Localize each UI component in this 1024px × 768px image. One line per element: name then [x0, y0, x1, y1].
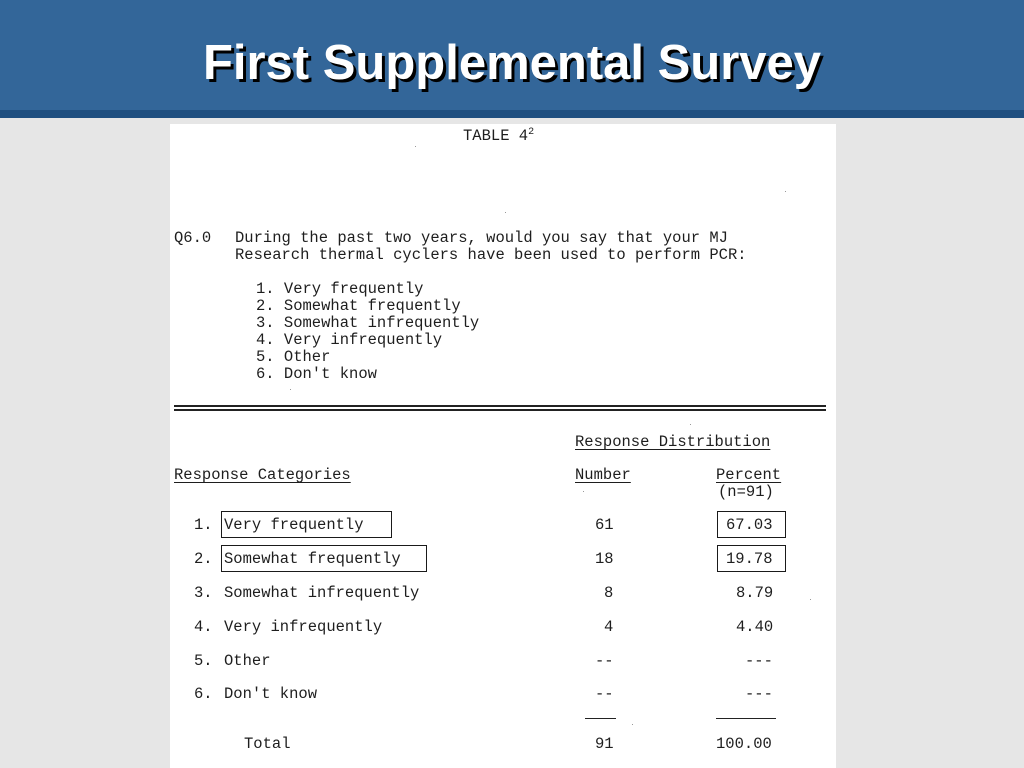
row-category: Don't know [224, 685, 318, 703]
row-category: Very frequently [224, 516, 364, 534]
row-percent: 67.03 [726, 516, 773, 534]
row-percent: 8.79 [736, 584, 774, 602]
header-number: Number [575, 466, 631, 484]
highlight-box [717, 511, 786, 538]
row-count: 18 [595, 550, 614, 568]
slide-title: First Supplemental Survey [202, 36, 822, 90]
row-count: 61 [595, 516, 614, 534]
question-number: Q6.0 [174, 229, 212, 247]
row-number-label: 6. [194, 685, 213, 703]
row-category: Very infrequently [224, 618, 383, 636]
highlight-box [221, 511, 392, 538]
row-number-label: 1. [194, 516, 213, 534]
header-sample-size: (n=91) [718, 483, 774, 501]
scan-speck [785, 191, 786, 192]
row-count: -- [595, 652, 614, 670]
header-response-distribution: Response Distribution [575, 433, 771, 451]
total-percent: 100.00 [716, 735, 772, 753]
sum-rule-number [585, 718, 616, 719]
header-percent: Percent [716, 466, 782, 484]
title-bar [0, 0, 1024, 118]
option-item: 2. Somewhat frequently [256, 297, 461, 315]
row-category: Somewhat frequently [224, 550, 401, 568]
row-number-label: 5. [194, 652, 213, 670]
header-response-categories: Response Categories [174, 466, 351, 484]
divider-rule-top [174, 405, 826, 407]
row-count: 4 [604, 618, 614, 636]
option-item: 3. Somewhat infrequently [256, 314, 480, 332]
question-line-1: During the past two years, would you say that your MJ [235, 229, 728, 247]
row-category: Somewhat infrequently [224, 584, 420, 602]
row-count: -- [595, 685, 614, 703]
total-label: Total [244, 735, 291, 753]
table-label-superscript: 2 [528, 127, 535, 138]
row-number-label: 4. [194, 618, 213, 636]
option-item: 1. Very frequently [256, 280, 424, 298]
row-percent: 19.78 [726, 550, 773, 568]
row-percent: 4.40 [736, 618, 774, 636]
scan-speck [290, 389, 291, 390]
option-item: 5. Other [256, 348, 331, 366]
table-label [463, 127, 534, 148]
row-category: Other [224, 652, 271, 670]
highlight-box [717, 545, 786, 572]
sum-rule-percent [716, 718, 776, 719]
row-percent: --- [745, 652, 773, 670]
scan-speck [690, 424, 691, 425]
scanned-document [170, 124, 836, 768]
row-percent: --- [745, 685, 773, 703]
row-number-label: 2. [194, 550, 213, 568]
divider-rule-bottom [174, 409, 826, 411]
row-number-label: 3. [194, 584, 213, 602]
option-item: 6. Don't know [256, 365, 377, 383]
scan-speck [505, 212, 506, 213]
row-count: 8 [604, 584, 614, 602]
scan-speck [810, 599, 811, 600]
scan-speck [583, 491, 584, 492]
total-count: 91 [595, 735, 614, 753]
question-line-2: Research thermal cyclers have been used to perform PCR: [235, 246, 747, 264]
scan-speck [632, 724, 633, 725]
option-item: 4. Very infrequently [256, 331, 443, 349]
table-label-text: TABLE 4 [463, 127, 529, 145]
highlight-box [221, 545, 427, 572]
scan-speck [415, 146, 416, 147]
